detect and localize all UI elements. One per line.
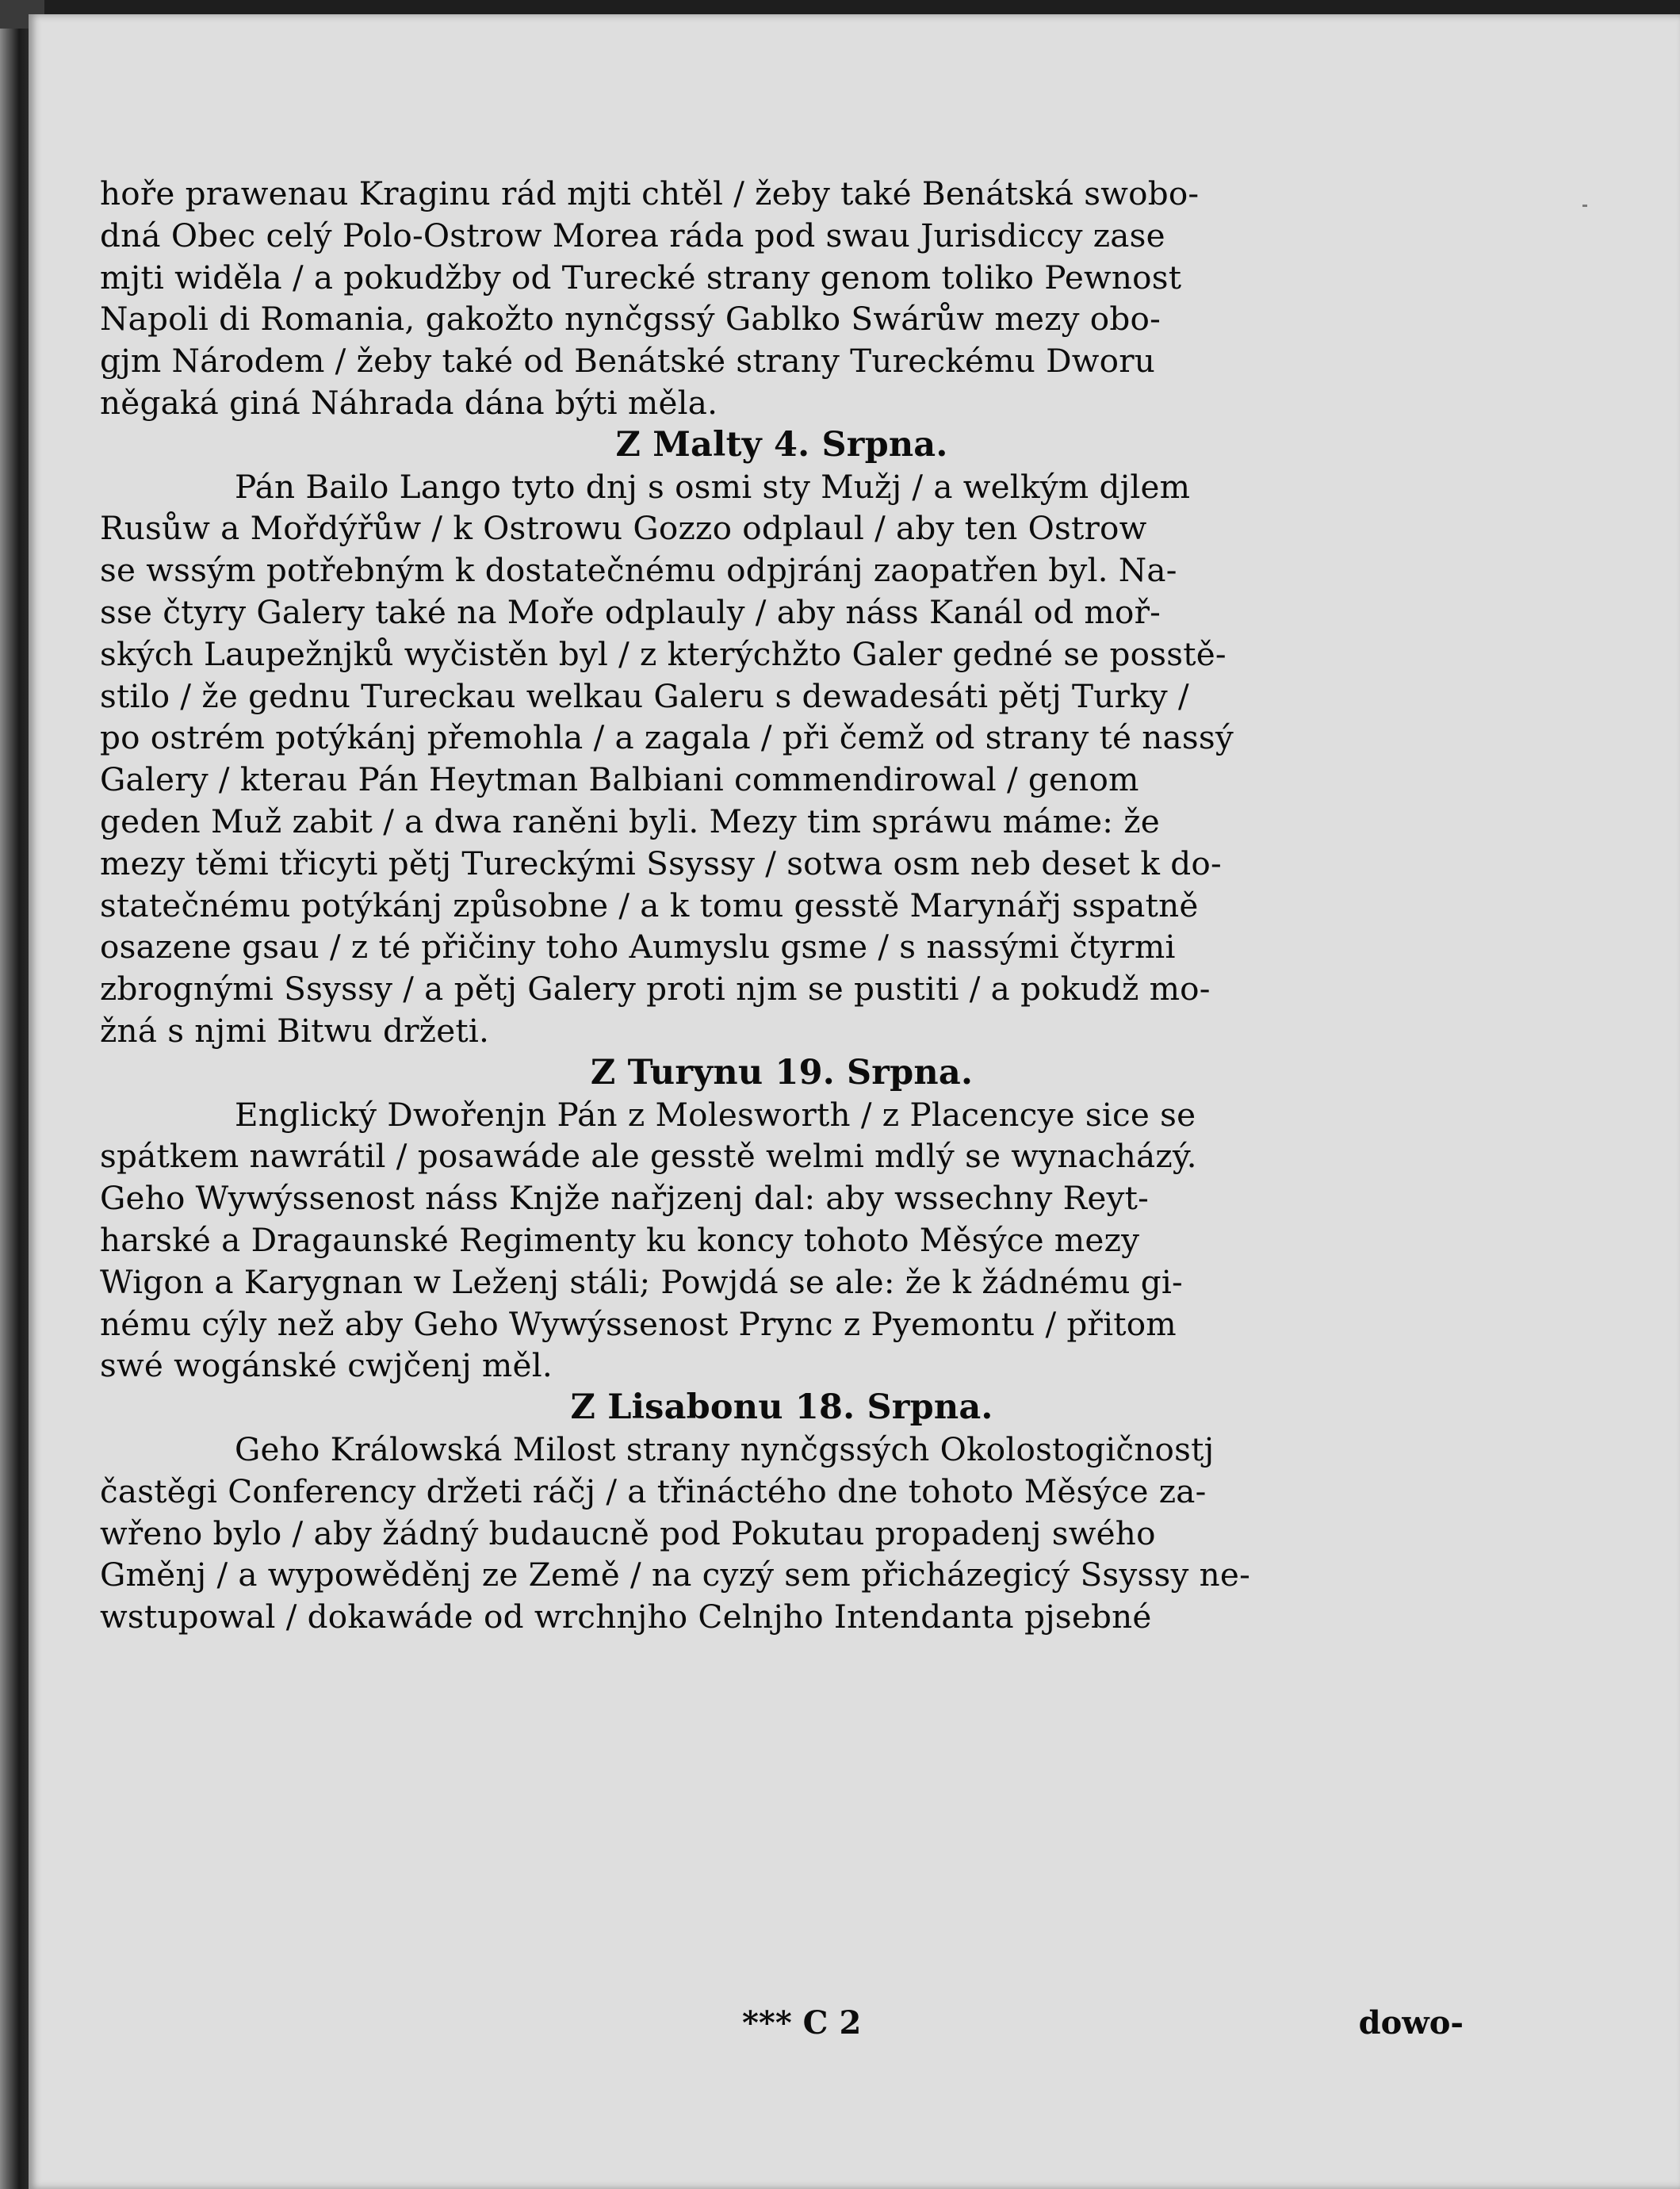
text-line: geden Muž zabit / a dwa raněni byli. Mezy tim spráwu máme: že [100, 802, 1160, 840]
text-line: spátkem nawrátil / posawáde ale gesstě welmi mdlý se wynacházý. [100, 1137, 1197, 1176]
text-line: wřeno bylo / aby žádný budaucně pod Pokutau propadenj swého [100, 1514, 1156, 1552]
text-line: zbrognými Ssyssy / a pětj Galery proti njm se pustiti / a pokudž mo- [100, 970, 1211, 1008]
text-line: mjti widěla / a pokudžby od Turecké strany genom toliko Pewnost [100, 258, 1182, 297]
text-line: Galery / kterau Pán Heytman Balbiani commendirowal / genom [100, 760, 1139, 799]
catchword: dowo- [1358, 2004, 1464, 2042]
text-line: dná Obec celý Polo-Ostrow Morea ráda pod swau Jurisdiccy zase [100, 216, 1165, 254]
text-line: Geho Wywýssenost náss Knjže nařjzenj dal: aby wssechny Reyt- [100, 1179, 1149, 1218]
text-line: častěgi Conferency držeti ráčj / a třináctého dne tohoto Měsýce za- [100, 1471, 1207, 1510]
text-line: wstupowal / dokawáde od wrchnjho Celnjho Intendanta pjsebné [100, 1598, 1152, 1636]
text-line: Pán Bailo Lango tyto dnj s osmi sty Mužj / a welkým djlem [235, 467, 1191, 506]
text-line: Rusůw a Mořdýřůw / k Ostrowu Gozzo odplaul / aby ten Ostrow [100, 509, 1147, 548]
text-line: Gměnj / a wypowěděnj ze Země / na cyzý sem přicházegicý Ssyssy ne- [100, 1556, 1250, 1594]
text-line: gjm Národem / žeby také od Benátské strany Tureckému Dworu [100, 342, 1156, 381]
text-line: osazene gsau / z té přičiny toho Aumyslu gsme / s nassými čtyrmi [100, 928, 1176, 966]
binding-edge [0, 0, 30, 2189]
margin-speck [1582, 205, 1587, 207]
text-line: stilo / že gednu Tureckau welkau Galeru s dewadesáti pětj Turky / [100, 676, 1189, 715]
text-line: se wssým potřebným k dostatečnému odpjránj zaopatřen byl. Na- [100, 551, 1177, 590]
section-heading-malta: Z Malty 4. Srpna. [615, 424, 948, 465]
text-block [100, 173, 1464, 1638]
text-line: Wigon a Karygnan w Leženj stáli; Powjdá se ale: že k žádnému gi- [100, 1262, 1183, 1301]
text-line: statečnému potýkánj způsobne / a k tomu gesstě Marynářj sspatně [100, 886, 1199, 924]
text-line: žná s njmi Bitwu držeti. [100, 1011, 490, 1050]
text-line: swé wogánské cwjčenj měl. [100, 1346, 553, 1385]
text-line: Geho Králowská Milost strany nynčgssých Okolostogičnostj [235, 1429, 1215, 1468]
text-line: nému cýly než aby Geho Wywýssenost Prync z Pyemontu / přitom [100, 1304, 1177, 1343]
text-line: po ostrém potýkánj přemohla / a zagala / při čemž od strany té nassý [100, 718, 1234, 757]
text-line: hoře prawenau Kraginu rád mjti chtěl / žeby také Benátská swobo- [100, 174, 1200, 212]
page-footer [100, 2004, 1464, 2049]
text-line: něgaká giná Náhrada dána býti měla. [100, 383, 718, 422]
text-line: ských Laupežnjků wyčistěn byl / z kterýchžto Galer gedné se posstě- [100, 634, 1227, 673]
text-line: mezy těmi třicyti pětj Tureckými Ssyssy / sotwa osm neb deset k do- [100, 844, 1222, 882]
section-heading-lisbon: Z Lisabonu 18. Srpna. [570, 1387, 993, 1428]
text-line: Napoli di Romania, gakožto nynčgssý Gablko Swárůw mezy obo- [100, 300, 1161, 339]
text-line: Englický Dwořenjn Pán z Molesworth / z Placencye sice se [235, 1095, 1196, 1134]
paper-sheet [29, 14, 1680, 2189]
text-line: sse čtyry Galery také na Moře odplauly / aby náss Kanál od moř- [100, 592, 1161, 631]
text-line: harské a Dragaunské Regimenty ku koncy tohoto Měsýce mezy [100, 1220, 1140, 1259]
signature-mark: *** C 2 [742, 2004, 862, 2042]
section-heading-turin: Z Turynu 19. Srpna. [590, 1052, 974, 1093]
